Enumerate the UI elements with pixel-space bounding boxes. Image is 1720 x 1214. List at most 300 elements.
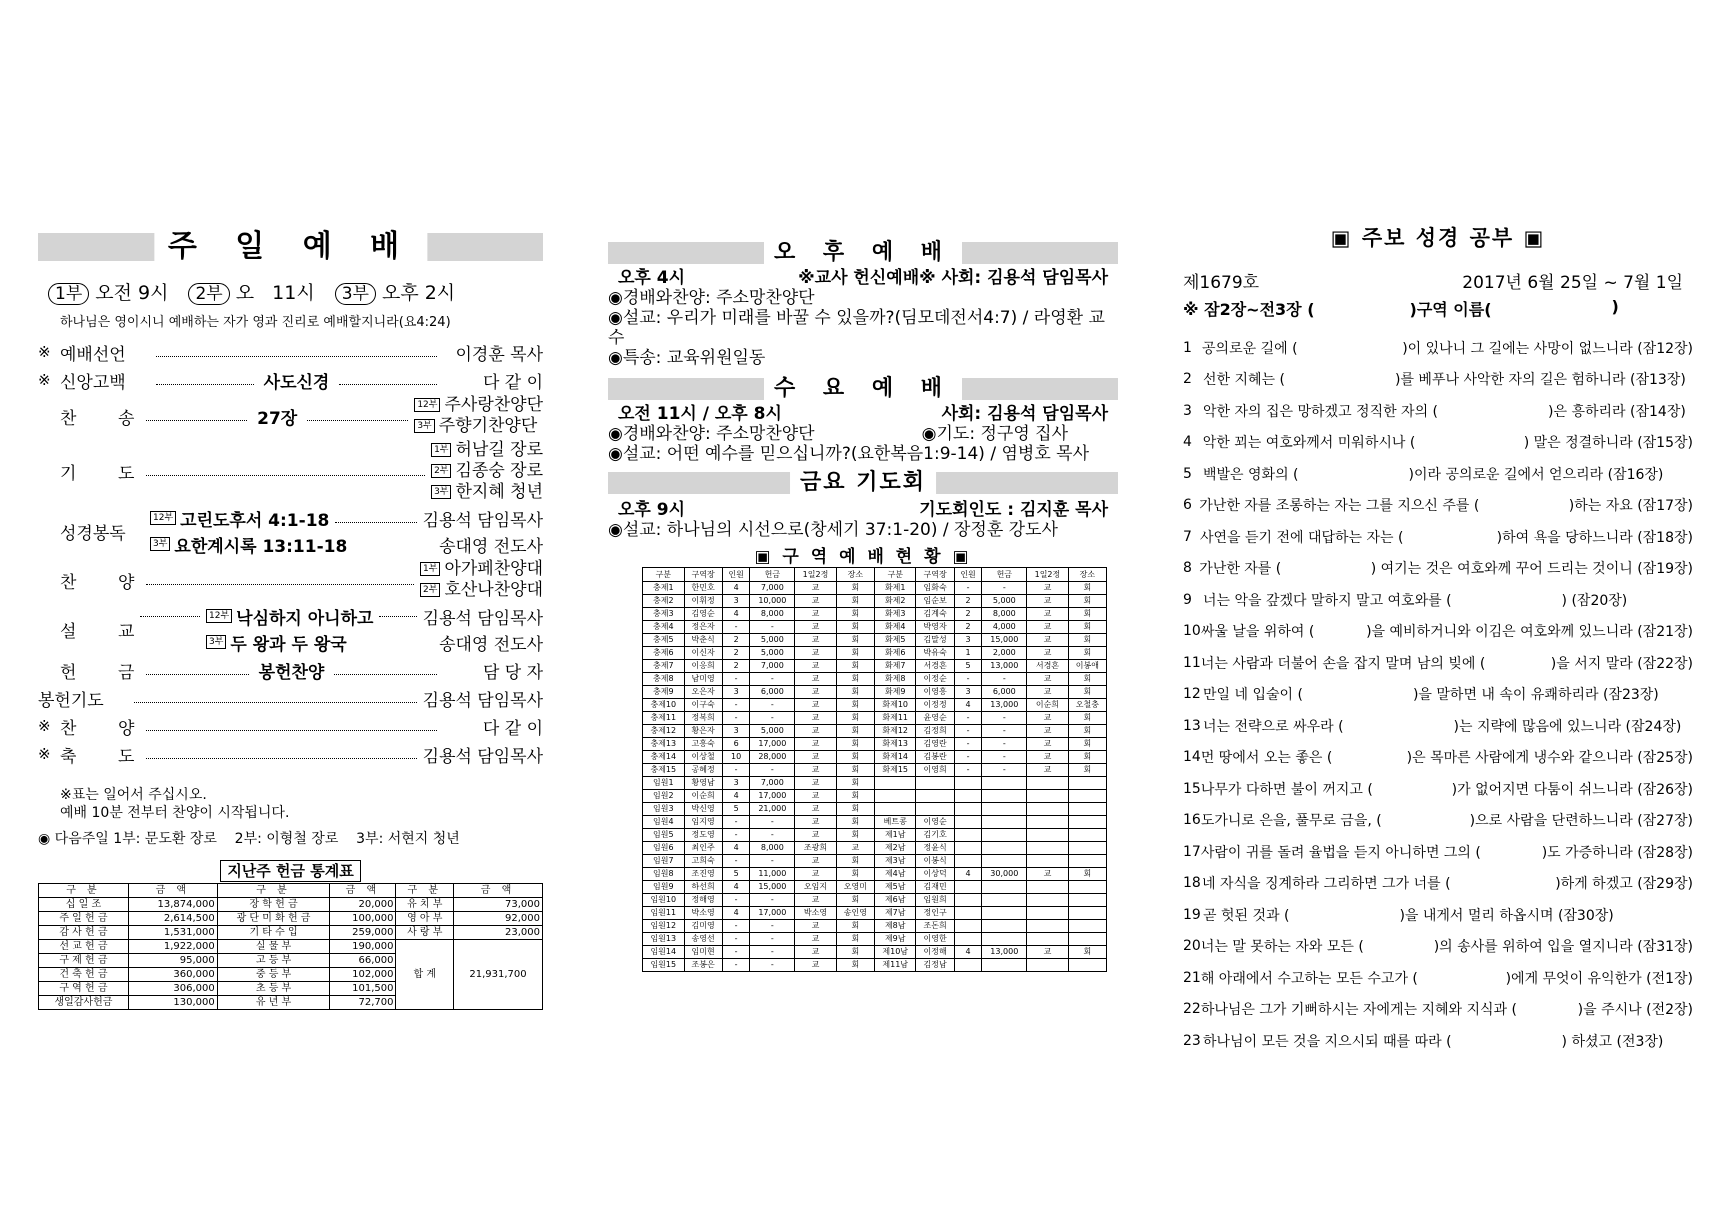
table-cell: 교	[795, 647, 837, 660]
table-cell	[982, 907, 1027, 920]
table-cell: 6,000	[982, 686, 1027, 699]
table-cell: 회	[836, 582, 874, 595]
table-row	[643, 673, 1107, 686]
table-cell: 임원8	[643, 868, 685, 881]
table-cell: 제3남	[874, 855, 916, 868]
wednesday-host: 사회: 김용석 담임목사	[941, 404, 1108, 424]
table-cell	[1027, 881, 1069, 894]
afternoon-line: ◉특송: 교육위원일동	[608, 348, 766, 368]
question-item	[1183, 899, 1693, 931]
table-cell: 임원희	[916, 894, 954, 907]
table-cell: 교	[795, 608, 837, 621]
table-cell	[982, 959, 1027, 972]
table-cell: 회	[836, 868, 874, 881]
table-cell: 회	[836, 738, 874, 751]
table-cell	[1068, 959, 1106, 972]
table-header: 구 분	[396, 884, 454, 898]
table-cell: 화제15	[874, 764, 916, 777]
table-cell: -	[982, 712, 1027, 725]
table-cell: 교	[1027, 764, 1069, 777]
table-header: 구분	[643, 568, 685, 582]
table-cell: 교	[795, 764, 837, 777]
question-text-rest: )의 송사를 위하여 입을 열지니라 (잠31장)	[1433, 939, 1693, 956]
table-cell	[982, 894, 1027, 907]
table-cell: 회	[1068, 608, 1106, 621]
table-cell: -	[722, 946, 750, 959]
question-text: 악한 꾀는 여호와께서 미워하시나 (	[1202, 435, 1416, 452]
question-number: 11	[1183, 654, 1201, 671]
study-range: ※ 잠2장~전3장 ( )구역 이름( )	[1183, 297, 1619, 319]
table-cell: 임원3	[643, 803, 685, 816]
table-cell: 회	[836, 595, 874, 608]
table-row	[643, 725, 1107, 738]
table-cell	[982, 881, 1027, 894]
table-cell: 김봉란	[916, 751, 954, 764]
table-cell: 2,614,500	[128, 912, 217, 926]
table-cell: 황영남	[684, 777, 722, 790]
prayer-leader: 한지혜 청년	[455, 481, 543, 502]
table-cell: 화제8	[874, 673, 916, 686]
table-row	[643, 855, 1107, 868]
table-cell: 교	[795, 660, 837, 673]
table-header: 구 분	[217, 884, 330, 898]
table-cell	[954, 777, 982, 790]
table-cell	[916, 790, 954, 803]
table-cell: 회	[1068, 725, 1106, 738]
question-number: 12	[1183, 686, 1201, 703]
choir-row: 찬 양 1부 아가페찬양대 2부 호산나찬양대	[60, 559, 543, 600]
table-cell: 충제8	[643, 673, 685, 686]
order-label: 신앙고백	[60, 372, 126, 393]
question-text: 선한 지혜는 (	[1203, 372, 1285, 389]
table-cell: 정도영	[684, 829, 722, 842]
table-cell: 제6남	[874, 894, 916, 907]
table-cell: 8,000	[750, 608, 795, 621]
table-cell: 13,874,000	[128, 898, 217, 912]
table-cell: 제1남	[874, 829, 916, 842]
table-cell: 충제9	[643, 686, 685, 699]
table-cell	[1068, 803, 1106, 816]
table-cell: -	[722, 894, 750, 907]
table-cell: 4	[722, 790, 750, 803]
table-cell: 오철충	[1068, 699, 1106, 712]
table-cell: -	[722, 712, 750, 725]
question-number: 15	[1183, 780, 1201, 797]
table-cell: 이상철	[684, 751, 722, 764]
wednesday-service-header	[608, 376, 1118, 402]
table-cell: 화제9	[874, 686, 916, 699]
table-cell: 교	[795, 582, 837, 595]
question-text-rest: )이 있나니 그 길에는 사망이 없느니라 (잠12장)	[1402, 340, 1693, 357]
table-cell: 화제13	[874, 738, 916, 751]
table-cell: 3	[722, 777, 750, 790]
table-cell: 박유숙	[916, 647, 954, 660]
table-cell: 임원5	[643, 829, 685, 842]
table-cell: 101,500	[330, 982, 396, 996]
table-cell	[954, 790, 982, 803]
question-number: 19	[1183, 906, 1201, 923]
sunday-service-header	[38, 230, 543, 264]
hymn-row: 찬 송 27장 12부 주사랑찬양단 3부 주향기찬양단	[60, 395, 544, 436]
table-cell	[1068, 920, 1106, 933]
table-row	[643, 608, 1107, 621]
table-cell: 4	[722, 582, 750, 595]
question-text: 하나님은 그가 기뻐하시는 자에게는 지혜와 지식과 (	[1200, 1002, 1517, 1019]
table-cell: 2,000	[982, 647, 1027, 660]
reader: 김용석 담임목사	[422, 510, 543, 531]
table-cell: 이영흥	[916, 686, 954, 699]
table-row	[643, 842, 1107, 855]
table-cell: 중 등 부	[217, 968, 330, 982]
table-cell	[954, 881, 982, 894]
question-item	[1183, 962, 1693, 994]
table-cell	[1068, 842, 1106, 855]
notes: ※표는 일어서 주십시오. 예배 10분 전부터 찬양이 시작됩니다.	[60, 787, 290, 821]
table-cell: 4	[722, 881, 750, 894]
table-cell: -	[722, 816, 750, 829]
table-cell: 6,000	[750, 686, 795, 699]
table-cell: 회	[836, 725, 874, 738]
table-cell: 제11남	[874, 959, 916, 972]
table-cell: 3	[954, 634, 982, 647]
question-text-rest: )은 흥하리라 (잠14장)	[1548, 403, 1686, 420]
table-cell: 생일감사헌금	[39, 996, 129, 1010]
table-cell: 회	[836, 647, 874, 660]
table-cell: 초 등 부	[217, 982, 330, 996]
offering-table-title: 지난주 헌금 통계표	[220, 860, 360, 882]
question-text-rest: )에게 무엇이 유익한가 (전1장)	[1505, 970, 1693, 987]
question-number: 4	[1183, 434, 1192, 451]
table-cell: 95,000	[128, 954, 217, 968]
order-leader: 다 같 이	[482, 372, 544, 393]
order-label: 기 도	[60, 463, 139, 484]
table-cell: 20,000	[330, 898, 396, 912]
table-cell: 1,922,000	[128, 940, 217, 954]
table-cell: 김영순	[684, 608, 722, 621]
table-header: 구역장	[684, 568, 722, 582]
table-cell: 교	[795, 933, 837, 946]
table-cell: 11,000	[750, 868, 795, 881]
table-cell	[1027, 790, 1069, 803]
table-header: 인원	[722, 568, 750, 582]
question-item	[1183, 427, 1693, 459]
table-cell: -	[722, 855, 750, 868]
table-cell: 화제3	[874, 608, 916, 621]
table-cell: 조광희	[795, 842, 837, 855]
table-cell: 화제7	[874, 660, 916, 673]
table-cell	[954, 829, 982, 842]
table-cell: 13,000	[982, 699, 1027, 712]
question-text: 만일 네 입술이 (	[1203, 687, 1303, 704]
table-row	[643, 868, 1107, 881]
weekday-services-section	[608, 240, 1118, 972]
table-cell: 기 타 수 입	[217, 926, 330, 940]
question-item	[1183, 710, 1693, 742]
table-cell: 송영선	[684, 933, 722, 946]
hymn-number: 27장	[253, 404, 301, 429]
table-cell: 1	[954, 647, 982, 660]
table-cell: 교	[1027, 738, 1069, 751]
table-row	[643, 907, 1107, 920]
table-cell: 회	[836, 894, 874, 907]
table-cell: 화제11	[874, 712, 916, 725]
question-text-rest: )을 내게서 멀리 하옵시며 (잠30장)	[1399, 907, 1614, 924]
table-cell: 교	[795, 634, 837, 647]
table-cell: 구 제 헌 금	[39, 954, 129, 968]
table-header: 장소	[836, 568, 874, 582]
question-number: 9	[1183, 591, 1192, 608]
table-cell	[1068, 881, 1106, 894]
table-cell	[954, 894, 982, 907]
table-cell: 교	[795, 712, 837, 725]
order-label: 찬 송	[60, 408, 139, 429]
table-cell: -	[722, 959, 750, 972]
table-cell: 306,000	[128, 982, 217, 996]
table-cell: 임원10	[643, 894, 685, 907]
table-cell: 교	[1027, 686, 1069, 699]
table-cell: 교	[795, 855, 837, 868]
question-text-rest: )을 예비하거니와 이김은 여호와께 있느니라 (잠21장)	[1366, 624, 1693, 641]
table-cell: 교	[1027, 595, 1069, 608]
question-text: 나무가 다하면 불이 꺼지고 (	[1200, 781, 1373, 798]
question-item	[1183, 931, 1693, 963]
table-cell: -	[750, 673, 795, 686]
table-cell: 고 등 부	[217, 954, 330, 968]
question-text-rest: )가 없어지면 다툼이 쉬느니라 (잠26장)	[1451, 781, 1693, 798]
table-cell: 충제13	[643, 738, 685, 751]
question-text: 도가니로 은을, 풀무로 금을, (	[1200, 813, 1382, 830]
table-cell: 김말성	[916, 634, 954, 647]
table-cell: 임원1	[643, 777, 685, 790]
question-number: 14	[1183, 749, 1201, 766]
table-cell: 교	[1027, 673, 1069, 686]
table-row	[643, 634, 1107, 647]
table-cell: 임원9	[643, 881, 685, 894]
table-row	[643, 712, 1107, 725]
table-cell: 오은자	[684, 686, 722, 699]
table-cell: 2	[722, 634, 750, 647]
table-header: 인원	[954, 568, 982, 582]
table-cell: 정해영	[684, 894, 722, 907]
table-cell: 화제5	[874, 634, 916, 647]
table-cell: 회	[836, 855, 874, 868]
question-item	[1183, 742, 1693, 774]
table-cell: 5	[954, 660, 982, 673]
table-cell: 이휘정	[684, 595, 722, 608]
question-text: 해 아래에서 수고하는 모든 수고가 (	[1200, 970, 1418, 987]
table-cell: 102,000	[330, 968, 396, 982]
time-1: 오전 9시	[95, 282, 169, 304]
table-row	[643, 595, 1107, 608]
sunday-service-section	[38, 230, 543, 1010]
table-cell: 이구숙	[684, 699, 722, 712]
table-cell: 회	[1068, 686, 1106, 699]
table-cell	[954, 920, 982, 933]
sermon-title: 두 왕과 두 왕국	[230, 634, 347, 655]
table-cell	[982, 842, 1027, 855]
table-cell: 장 학 헌 금	[217, 898, 330, 912]
table-cell: 회	[1068, 634, 1106, 647]
table-cell: 259,000	[330, 926, 396, 940]
question-number: 5	[1183, 465, 1192, 482]
table-cell: 서경흔	[1027, 660, 1069, 673]
table-cell: 73,000	[454, 898, 543, 912]
table-cell: 교	[1027, 608, 1069, 621]
table-row	[643, 959, 1107, 972]
table-cell: 오영미	[836, 881, 874, 894]
table-cell: 회	[836, 777, 874, 790]
table-header: 헌금	[750, 568, 795, 582]
choir-name: 호산나찬양대	[444, 580, 543, 600]
table-cell: 충제2	[643, 595, 685, 608]
table-cell: -	[954, 764, 982, 777]
table-cell: 제8남	[874, 920, 916, 933]
table-cell: 회	[836, 660, 874, 673]
table-cell: 조봉은	[684, 959, 722, 972]
order-leader: 이경훈 목사	[455, 344, 543, 365]
table-cell	[1027, 816, 1069, 829]
table-cell: 교	[795, 946, 837, 959]
table-cell: 회	[1068, 751, 1106, 764]
table-cell	[1027, 855, 1069, 868]
table-cell: 15,000	[750, 881, 795, 894]
table-cell: 정은자	[684, 621, 722, 634]
table-cell: -	[750, 933, 795, 946]
afternoon-time: 오후 4시	[618, 268, 686, 288]
table-cell: 충제14	[643, 751, 685, 764]
table-cell: 임원13	[643, 933, 685, 946]
table-cell: 회	[836, 816, 874, 829]
table-cell: 교	[795, 803, 837, 816]
table-cell: 2	[954, 595, 982, 608]
table-cell: 충제3	[643, 608, 685, 621]
prayer-row: 기 도 1부 허남길 장로 2부 김종숭 장로 3부 한지혜 청년	[60, 439, 543, 502]
question-item	[1183, 490, 1693, 522]
table-cell	[954, 959, 982, 972]
table-row	[643, 699, 1107, 712]
table-cell: 김정희	[916, 725, 954, 738]
question-text: 곧 헛된 것과 (	[1203, 907, 1290, 924]
preacher: 송대영 전도사	[439, 634, 543, 655]
table-cell	[982, 816, 1027, 829]
order-row: ※ 축 도 김용석 담임목사	[38, 740, 543, 768]
table-cell: 충제1	[643, 582, 685, 595]
table-cell	[982, 790, 1027, 803]
table-cell: 21,000	[750, 803, 795, 816]
table-cell: 남미영	[684, 673, 722, 686]
table-cell: 제5남	[874, 881, 916, 894]
question-list	[1183, 332, 1693, 1057]
table-cell	[1068, 816, 1106, 829]
table-cell: 교	[795, 725, 837, 738]
table-cell: -	[722, 933, 750, 946]
table-cell	[1068, 829, 1106, 842]
table-cell: 이응희	[684, 660, 722, 673]
total-label: 합 계	[396, 940, 454, 1010]
question-item	[1183, 868, 1693, 900]
table-cell: 13,000	[982, 946, 1027, 959]
table-cell: 임원2	[643, 790, 685, 803]
question-item	[1183, 332, 1693, 364]
table-cell: 교	[795, 595, 837, 608]
table-cell: 윤영순	[916, 712, 954, 725]
table-cell: -	[750, 699, 795, 712]
choir-name: 주사랑찬양단	[444, 395, 544, 415]
afternoon-info: ※교사 헌신예배※ 사회: 김용석 담임목사	[798, 268, 1108, 288]
table-cell: 4	[722, 907, 750, 920]
question-number: 13	[1183, 717, 1201, 734]
order-leader: 김용석 담임목사	[422, 690, 543, 711]
table-cell: 김계숙	[916, 608, 954, 621]
question-number: 1	[1183, 339, 1192, 356]
table-cell: 17,000	[750, 790, 795, 803]
table-cell: 김영란	[916, 738, 954, 751]
table-cell	[1027, 842, 1069, 855]
table-cell	[1068, 777, 1106, 790]
table-cell: 조진영	[684, 868, 722, 881]
table-cell	[1068, 855, 1106, 868]
table-cell: 충제7	[643, 660, 685, 673]
table-cell: 영 아 부	[396, 912, 454, 926]
table-cell: 회	[836, 933, 874, 946]
table-cell: 3	[722, 595, 750, 608]
table-cell: -	[750, 894, 795, 907]
table-cell: 정복희	[684, 712, 722, 725]
table-cell: 실 물 부	[217, 940, 330, 954]
table-cell: 5,000	[750, 725, 795, 738]
question-item	[1183, 773, 1693, 805]
question-text: 가난한 자를 조롱하는 자는 그를 지으신 주를 (	[1199, 498, 1480, 515]
table-cell: 회	[1068, 621, 1106, 634]
table-cell	[982, 829, 1027, 842]
friday-prayer-title: 금요 기도회	[790, 470, 936, 496]
table-cell: -	[982, 673, 1027, 686]
table-cell: 임원4	[643, 816, 685, 829]
table-cell: 광 단 미 화 헌 금	[217, 912, 330, 926]
table-cell: 공혜정	[684, 764, 722, 777]
time-3: 오후 2시	[381, 282, 456, 304]
order-leader: 담 당 자	[482, 662, 544, 683]
table-row	[643, 933, 1107, 946]
table-cell: 화제10	[874, 699, 916, 712]
afternoon-service-title: 오 후 예 배	[764, 240, 962, 266]
question-item	[1183, 616, 1693, 648]
question-item	[1183, 553, 1693, 585]
table-cell: 7,000	[750, 777, 795, 790]
badge-2: 2부	[188, 283, 229, 305]
wednesday-prayer: ◉기도: 정구영 집사	[921, 424, 1068, 444]
table-cell: 23,000	[454, 926, 543, 940]
order-label: 찬 양	[60, 572, 139, 593]
order-row	[38, 684, 543, 712]
table-cell: 화제2	[874, 595, 916, 608]
table-cell: 유 치 부	[396, 898, 454, 912]
table-cell: 회	[1068, 582, 1106, 595]
table-cell: 17,000	[750, 907, 795, 920]
table-cell: 정윤식	[916, 842, 954, 855]
table-row	[39, 940, 543, 954]
issue-number: 제1679호	[1183, 273, 1260, 293]
table-cell: 7,000	[750, 582, 795, 595]
question-item	[1183, 647, 1693, 679]
table-cell: 화제4	[874, 621, 916, 634]
table-cell: 10	[722, 751, 750, 764]
table-cell	[982, 933, 1027, 946]
table-cell: 4,000	[982, 621, 1027, 634]
table-header: 장소	[1068, 568, 1106, 582]
table-cell	[954, 907, 982, 920]
table-cell: 송인영	[836, 907, 874, 920]
